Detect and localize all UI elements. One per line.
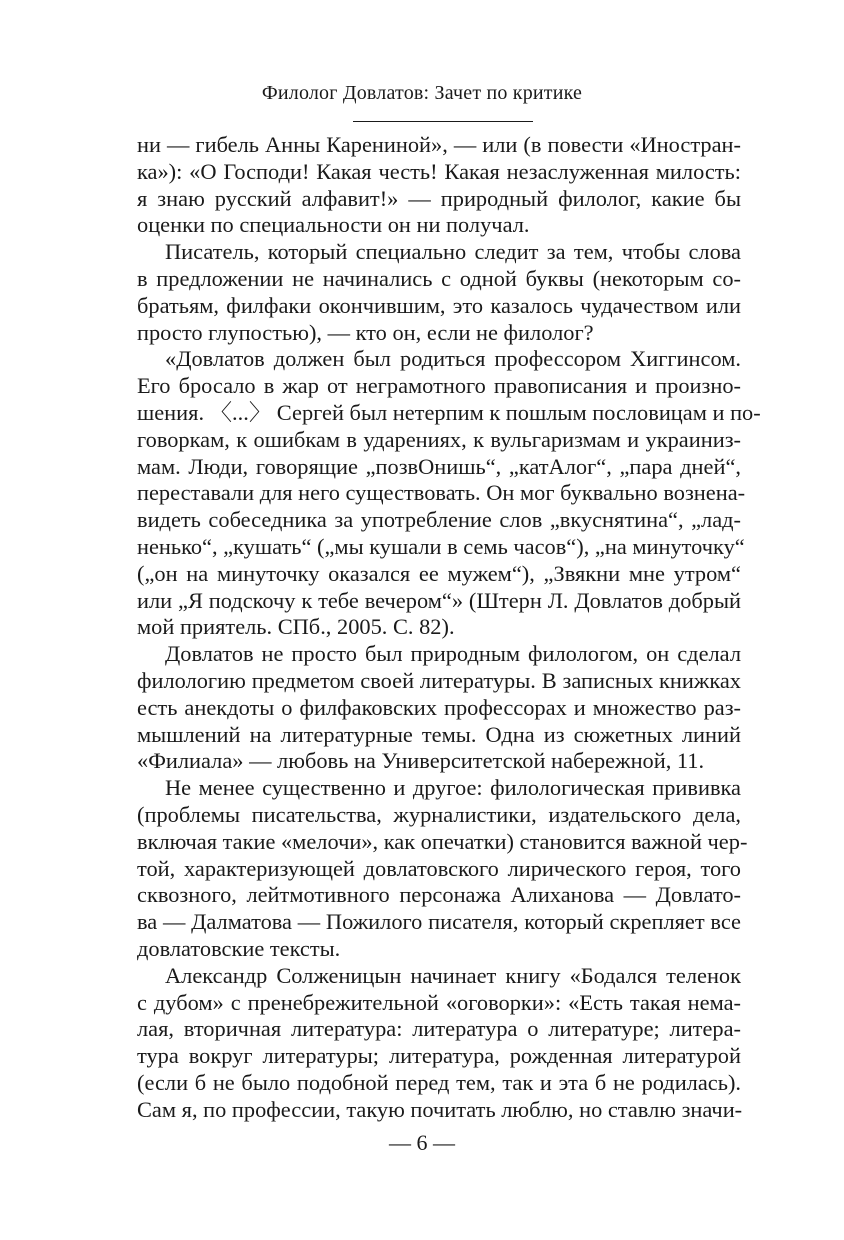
text-line: (проблемы писательства, журналистики, издательского дела, (137, 801, 741, 827)
text-line: переставали для него существовать. Он мог буквально вознена- (137, 480, 746, 506)
text-line: или „Я подскочу к тебе вечером“» (Штерн Л. Довлатов добрый (137, 587, 741, 613)
body-text (137, 132, 761, 1123)
text-line: Его бросало в жар от неграмотного правописания и произно- (137, 373, 741, 399)
header-rule (353, 121, 533, 122)
page-number: — 6 — (389, 1130, 455, 1155)
text-line: довлатовские тексты. (137, 935, 341, 961)
text-line: я знаю русский алфавит!» — природный филолог, какие бы (137, 185, 741, 211)
text-line: мышлений на литературные темы. Одна из сюжетных линий (137, 721, 741, 747)
text-line: мам. Люди, говорящие „позвОнишь“, „катАлог“, „пара дней“, (137, 453, 741, 479)
text-line: сквозного, лейтмотивного персонажа Алиханова — Довлато- (137, 882, 741, 908)
text-line: (если б не было подобной перед тем, так и эта б не родилась). (137, 1069, 741, 1095)
text-line: Писатель, который специально следит за тем, чтобы слова (165, 239, 741, 265)
text-line: ка»): «О Господи! Какая честь! Какая незаслуженная милость: (137, 158, 741, 184)
text-line: Довлатов не просто был природным филологом, он сделал (165, 641, 741, 667)
text-line: видеть собеседника за употребление слов „вкуснятина“, „лад- (137, 507, 741, 533)
text-line: ва — Далматова — Пожилого писателя, который скрепляет все (137, 909, 741, 935)
text-line: говоркам, к ошибкам в ударениях, к вульгаризмам и украиниз- (137, 426, 741, 452)
text-line: мой приятель. СПб., 2005. С. 82). (137, 614, 455, 640)
text-line: «Довлатов должен был родиться профессором Хиггинсом. (165, 346, 741, 372)
running-title: Филолог Довлатов: Зачет по критике (261, 82, 583, 104)
text-line: включая такие «мелочи», как опечатки) становится важной чер- (137, 828, 748, 854)
text-line: Сам я, по профессии, такую почитать люблю, но ставлю значи- (137, 1096, 743, 1122)
text-line: в предложении не начинались с одной буквы (некоторым со- (137, 265, 741, 291)
text-line: Не менее существенно и другое: филологическая прививка (165, 775, 741, 801)
text-line: той, характеризующей довлатовского лирического героя, того (137, 855, 741, 881)
text-line: тура вокруг литературы; литература, рожденная литературой (137, 1043, 741, 1069)
text-line: филологию предметом своей литературы. В записных книжках (137, 667, 741, 693)
text-line: оценки по специальности он ни получал. (137, 212, 530, 238)
text-line: «Филиала» — любовь на Университетской набережной, 11. (137, 748, 705, 774)
text-line: просто глупостью), — кто он, если не филолог? (137, 319, 594, 345)
text-line: Александр Солженицын начинает книгу «Бодался теленок (165, 962, 741, 988)
text-line: братьям, филфаки окончившим, это казалось чудачеством или (137, 292, 741, 318)
text-line: ни — гибель Анны Карениной», — или (в повести «Иностран- (137, 132, 741, 157)
text-line: лая, вторичная литература: литература о литературе; литера- (137, 1016, 741, 1042)
text-line: („он на минуточку оказался ее мужем“), „Звякни мне утром“ (137, 560, 741, 586)
text-line: ненько“, „кушать“ („мы кушали в семь часов“), „на минуточку“ (137, 533, 745, 559)
text-line: есть анекдоты о филфаковских профессорах и множество раз- (137, 694, 741, 720)
text-line: с дубом» с пренебрежительной «оговорки»: «Есть такая нема- (137, 989, 741, 1015)
text-line: шения. 〈...〉 Сергей был нетерпим к пошлым пословицам и по- (137, 399, 761, 425)
